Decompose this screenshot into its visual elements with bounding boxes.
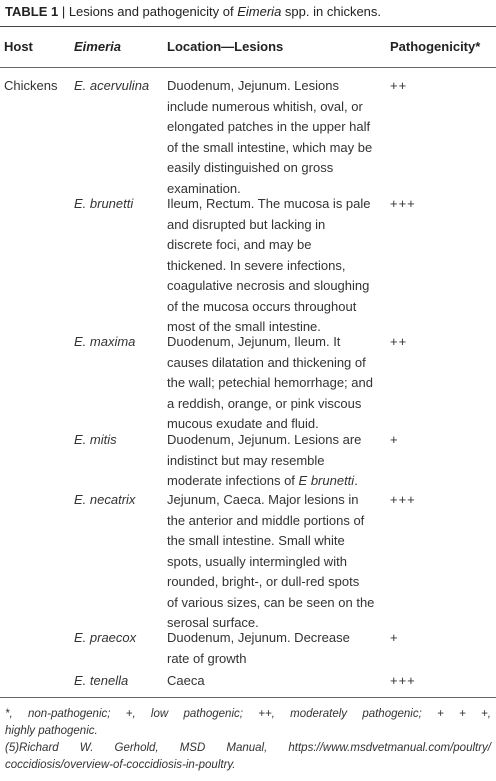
location-line: discrete foci, and may be <box>167 237 312 252</box>
location-line: Caeca <box>167 673 205 688</box>
location-line: serosal surface. <box>167 615 259 630</box>
row-species: E. acervulina <box>74 78 150 93</box>
header-rule <box>0 67 496 68</box>
footnote-line: *, non-pathogenic; +, low pathogenic; ++, moderately pathogenic; + + +, <box>5 708 491 720</box>
footnote-legend <box>5 706 491 740</box>
location-line: the small intestine. Small white <box>167 533 345 548</box>
row-species: E. brunetti <box>74 196 134 211</box>
caption-text-before: Lesions and pathogenicity of <box>68 4 238 19</box>
row-species: E. maxima <box>74 334 136 349</box>
row-location-lesions <box>167 671 387 692</box>
location-line: include numerous whitish, oval, or <box>167 98 363 114</box>
row-species: E. necatrix <box>74 492 136 507</box>
row-pathogenicity: +++ <box>390 492 416 507</box>
location-line: and disrupted but lacking in <box>167 216 326 232</box>
location-line: Duodenum, Jejunum, Ileum. It <box>167 334 341 349</box>
location-line: Duodenum, Jejunum. Lesions are <box>167 432 362 447</box>
row-location-lesions <box>167 76 387 199</box>
row-location-lesions <box>167 194 387 338</box>
row-pathogenicity: +++ <box>390 196 416 211</box>
caption-genus: Eimeria <box>237 4 282 19</box>
location-line: a reddish, orange, or pink viscous <box>167 395 362 411</box>
table-label: TABLE 1 <box>5 4 59 19</box>
location-line: thickened. In severe infections, <box>167 257 346 273</box>
row-location-lesions <box>167 430 387 492</box>
caption-separator: | <box>58 4 69 19</box>
row-pathogenicity: + <box>390 630 399 645</box>
location-line: rate of growth <box>167 650 247 666</box>
footnote-line: highly pathogenic. <box>5 725 98 737</box>
location-line: the anterior and middle portions of <box>167 512 365 528</box>
header-host: Host <box>4 39 33 54</box>
row-host: Chickens <box>4 78 58 93</box>
row-species: E. praecox <box>74 630 137 645</box>
table-top-rule <box>0 26 496 27</box>
row-location-lesions <box>167 490 387 634</box>
footnote-line: (5)Richard W. Gerhold, MSD Manual, https://www.msdvetmanual.com/poultry/ <box>5 742 491 754</box>
location-line: Ileum, Rectum. The mucosa is pale <box>167 196 371 211</box>
table-bottom-rule <box>0 697 496 698</box>
location-line: examination. <box>167 180 241 196</box>
row-location-lesions <box>167 628 387 669</box>
location-line: Duodenum, Jejunum. Lesions <box>167 78 339 93</box>
row-pathogenicity: +++ <box>390 673 416 688</box>
location-line: rounded, bright-, or dull-red spots <box>167 574 360 589</box>
location-line: easily distinguished on gross <box>167 160 334 175</box>
location-line: most of the small intestine. <box>167 319 321 334</box>
header-eimeria: Eimeria <box>74 39 121 54</box>
footnote-source <box>5 740 491 774</box>
location-line: mucous exudate and fluid. <box>167 416 319 431</box>
location-line: spots, usually intermingled with <box>167 553 347 569</box>
row-pathogenicity: + <box>390 432 399 447</box>
location-line: coagulative necrosis and sloughing <box>167 278 370 293</box>
location-line: elongated patches in the upper half <box>167 119 371 134</box>
location-line: moderate infections of E brunetti. <box>167 473 358 488</box>
row-species: E. tenella <box>74 673 129 688</box>
location-line: of the mucosa occurs throughout <box>167 298 357 314</box>
header-pathogenicity: Pathogenicity* <box>390 39 481 54</box>
row-pathogenicity: ++ <box>390 334 408 349</box>
row-species: E. mitis <box>74 432 117 447</box>
location-line: of various sizes, can be seen on the <box>167 594 375 610</box>
location-line: of the small intestine, which may be <box>167 139 373 155</box>
row-pathogenicity: ++ <box>390 78 408 93</box>
footnote-line: coccidiosis/overview-of-coccidiosis-in-poultry. <box>5 759 236 771</box>
location-line: Duodenum, Jejunum. Decrease <box>167 630 350 645</box>
table-caption <box>5 4 491 20</box>
location-line: the wall; petechial hemorrhage; and <box>167 375 373 390</box>
caption-text-after: spp. in chickens. <box>281 4 382 19</box>
location-line: indistinct but may resemble <box>167 452 325 468</box>
location-line: Jejunum, Caeca. Major lesions in <box>167 492 359 507</box>
header-location: Location—Lesions <box>167 39 284 54</box>
location-line: causes dilatation and thickening of <box>167 354 366 370</box>
row-location-lesions <box>167 332 387 435</box>
